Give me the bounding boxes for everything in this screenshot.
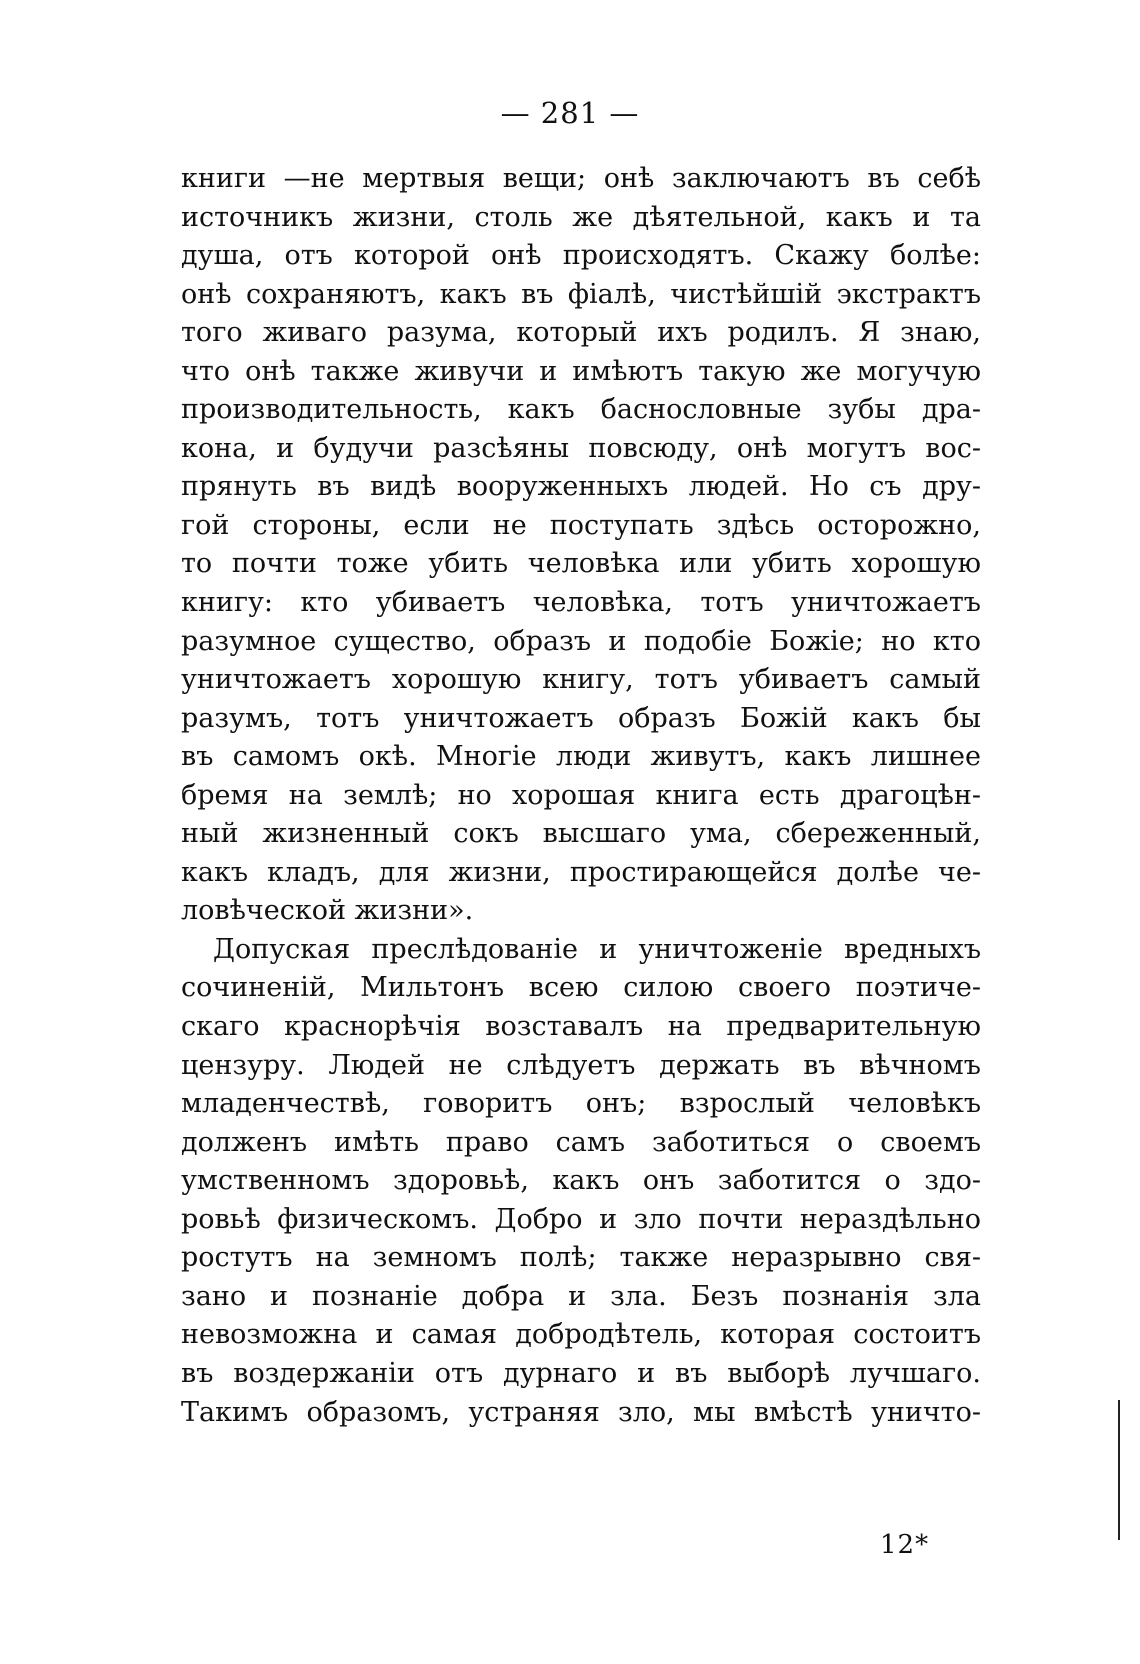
text-line: Такимъ образомъ, устраняя зло, мы вмѣстѣ уничто-: [181, 1396, 981, 1428]
text-line: бремя на землѣ; но хорошая книга есть драгоцѣн-: [181, 779, 981, 811]
text-line: невозможна и самая добродѣтель, которая состоитъ: [181, 1319, 981, 1351]
text-line: ный жизненный сокъ высшаго ума, сбереженный,: [181, 818, 981, 850]
text-line: младенчествѣ, говоритъ онъ; взрослый человѣкъ: [181, 1088, 981, 1120]
text-line: скаго краснорѣчія возставалъ на предварительную: [181, 1011, 981, 1043]
text-line: книги —не мертвыя вещи; онѣ заключаютъ въ себѣ: [181, 163, 981, 194]
text-line: какъ кладъ, для жизни, простирающейся долѣе че-: [181, 856, 981, 888]
paragraph-1: [181, 160, 981, 931]
text-line: Допуская преслѣдованіе и уничтоженіе вредныхъ: [213, 933, 981, 965]
text-line: книгу: кто убиваетъ человѣка, тотъ уничтожаетъ: [181, 587, 981, 619]
text-line: душа, отъ которой онѣ происходятъ. Скажу болѣе:: [181, 240, 981, 272]
text-line: ростутъ на земномъ полѣ; также неразрывно свя-: [181, 1242, 981, 1274]
text-line: прянуть въ видѣ вооруженныхъ людей. Но съ дру-: [181, 471, 981, 503]
text-line: гой стороны, если не поступать здѣсь осторожно,: [181, 509, 981, 541]
text-line: цензуру. Людей не слѣдуетъ держать въ вѣчномъ: [181, 1049, 981, 1081]
text-line: то почти тоже убить человѣка или убить хорошую: [181, 548, 981, 580]
text-line: уничтожаетъ хорошую книгу, тотъ убиваетъ самый: [181, 664, 981, 696]
text-line: долженъ имѣть право самъ заботиться о своемъ: [181, 1126, 981, 1158]
text-line: ловѣческой жизни».: [181, 895, 474, 927]
text-line: того живаго разума, который ихъ родилъ. Я знаю,: [181, 317, 981, 349]
text-line: источникъ жизни, столь же дѣятельной, какъ и та: [181, 201, 981, 233]
text-line: въ воздержаніи отъ дурнаго и въ выборѣ лучшаго.: [181, 1357, 981, 1389]
printer-signature-mark: 12*: [880, 1530, 930, 1560]
text-line: что онѣ также живучи и имѣютъ такую же могучую: [181, 355, 981, 387]
text-line: въ самомъ окѣ. Многіе люди живутъ, какъ лишнее: [181, 741, 981, 773]
page-number: — 281 —: [500, 96, 640, 130]
text-line: разумное существо, образъ и подобіе Божіе; но кто: [181, 625, 981, 657]
text-line: производительность, какъ баснословные зубы дра-: [181, 394, 981, 426]
text-line: онѣ сохраняютъ, какъ въ фіалѣ, чистѣйшій экстрактъ: [181, 278, 981, 310]
text-line: умственномъ здоровьѣ, какъ онъ заботится о здо-: [181, 1165, 981, 1197]
body-text: [181, 160, 981, 1432]
text-line: разумъ, тотъ уничтожаетъ образъ Божій какъ бы: [181, 702, 981, 734]
text-line: кона, и будучи разсѣяны повсюду, онѣ могутъ вос-: [181, 432, 981, 464]
text-line: ровьѣ физическомъ. Добро и зло почти нераздѣльно: [181, 1203, 981, 1235]
text-line: сочиненій, Мильтонъ всею силою своего поэтиче-: [181, 972, 981, 1004]
text-line: зано и познаніе добра и зла. Безъ познанія зла: [181, 1280, 981, 1312]
margin-rule: [1118, 1400, 1120, 1540]
paragraph-2: [181, 931, 981, 1432]
